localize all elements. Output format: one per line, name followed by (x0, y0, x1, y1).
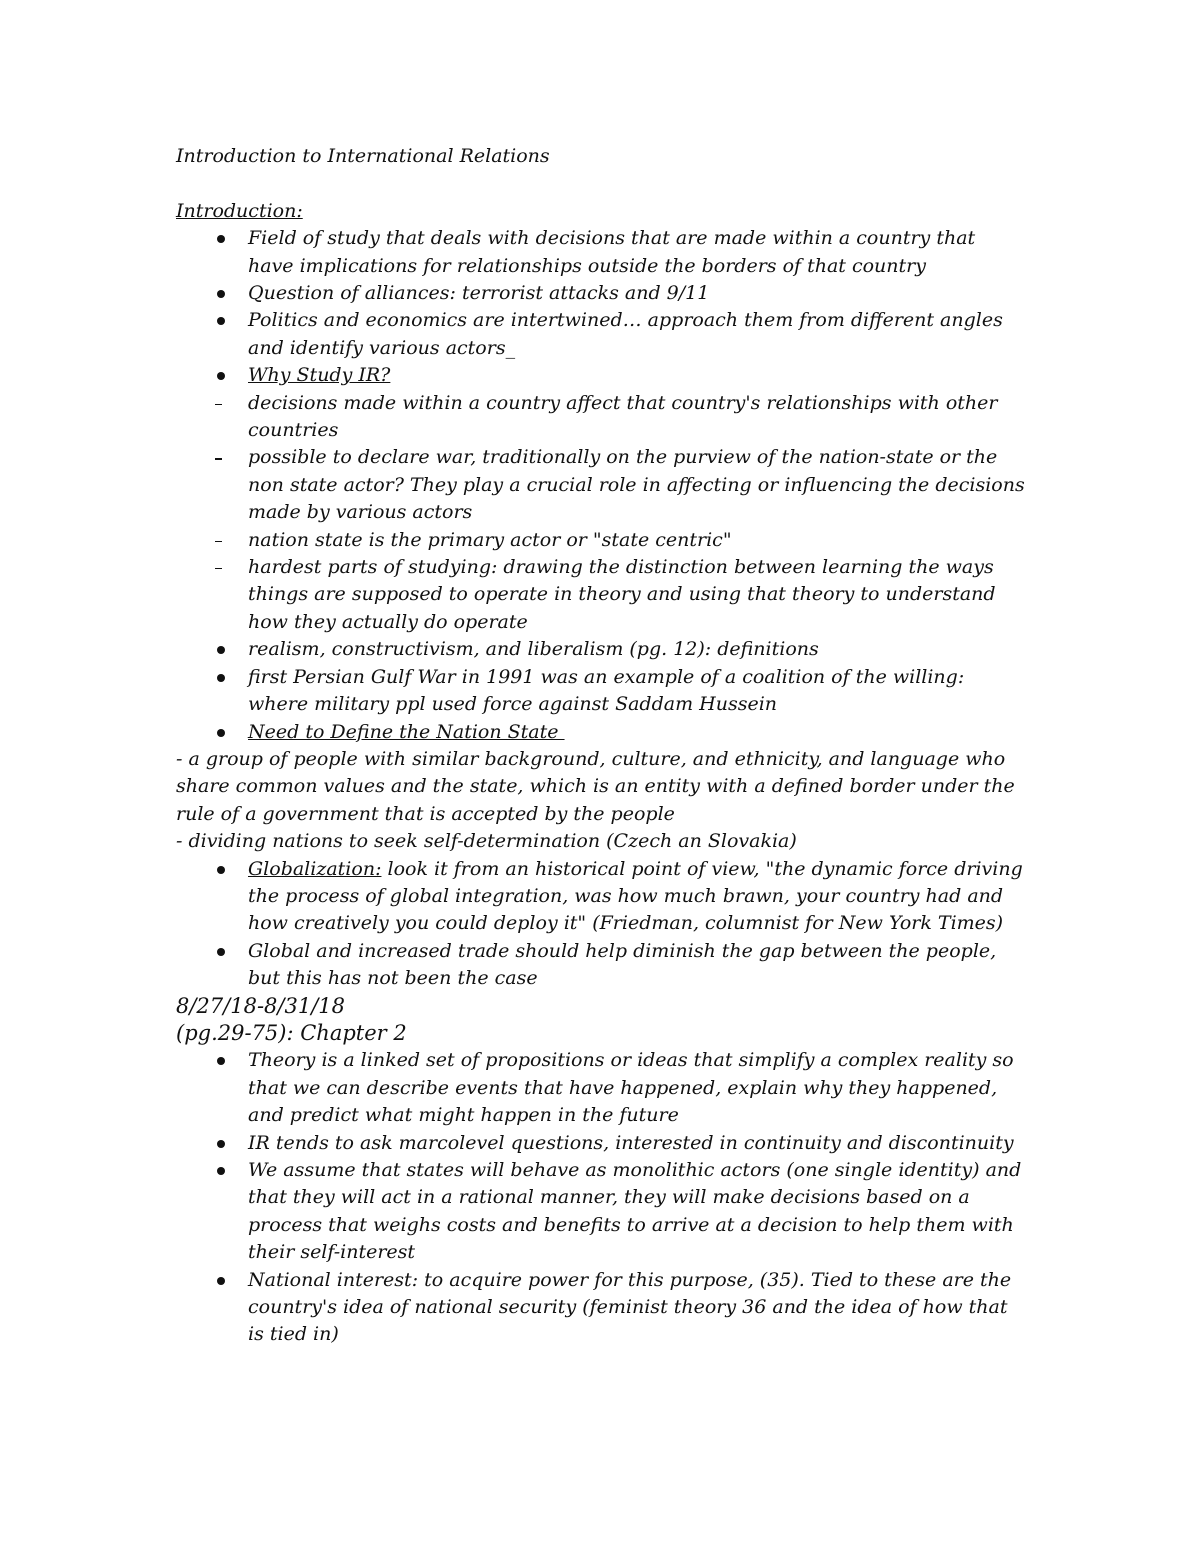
list-item-text: first Persian Gulf War in 1991 was an example of a coalition of the willing: where military ppl used force against Saddam Hussein (248, 665, 965, 716)
list-item (176, 664, 1026, 719)
list-item-text: We assume that states will behave as monolithic actors (one single identity) and that they will act in a rational manner, they will make decisions based on a process that weighs costs and benefits to arrive at a decision to help them with their self-interest (248, 1159, 1022, 1264)
list-item-text: nation state is the primary actor or "state centric" (248, 528, 732, 551)
list-item-text: IR tends to ask marcolevel questions, interested in continuity and discontinuity (248, 1131, 1014, 1154)
list-item (176, 362, 1026, 389)
list-item-text: Global and increased trade should help diminish the gap between the people, but this has not been the case (248, 939, 997, 990)
chapter-list (176, 1047, 1026, 1348)
why-study-subheading: Why Study IR? (248, 364, 391, 387)
document-body (176, 143, 1026, 1349)
self-determination-note: - dividing nations to seek self-determination (Czech an Slovakia) (176, 830, 797, 853)
list-item (176, 938, 1026, 993)
document-title: Introduction to International Relations (176, 145, 550, 167)
list-item (176, 280, 1026, 307)
list-item (176, 307, 1026, 362)
list-item-text: Politics and economics are intertwined… approach them from different angles and identify various actors_ (248, 309, 1003, 359)
list-item (176, 1157, 1026, 1267)
nation-state-definition: - a group of people with similar background, culture, and ethnicity, and language who share common values and the state, which is an entity with a defined border under the rule of a government that is accepted by the people (176, 747, 1015, 825)
chapter-reference: (pg.29-75): Chapter 2 (176, 1020, 407, 1045)
list-item-text: realism, constructivism, and liberalism (pg. 12): definitions (248, 638, 819, 661)
globalization-label: Globalization: (248, 857, 382, 880)
list-item-text: possible to declare war, traditionally on the purview of the nation-state or the non state actor? They play a crucial role in affecting or influencing the decisions made by various actors (248, 446, 1025, 524)
list-item (176, 527, 1026, 554)
list-item (176, 390, 1026, 445)
list-item (176, 1130, 1026, 1157)
intro-heading: Introduction: (176, 199, 303, 222)
list-item (176, 856, 1026, 938)
list-item (176, 554, 1026, 636)
blank-line (176, 170, 1026, 197)
list-item (176, 225, 1026, 280)
intro-list (176, 225, 1026, 746)
list-item-text: Field of study that deals with decisions that are made within a country that have implications for relationships outside the borders of that country (248, 227, 976, 277)
date-range: 8/27/18-8/31/18 (176, 993, 346, 1018)
list-item (176, 636, 1026, 663)
list-item-text: National interest: to acquire power for this purpose, (35). Tied to these are the country's idea of national security (feminist theory 36 and the idea of how that is tied in) (248, 1268, 1012, 1346)
list-item (176, 444, 1026, 526)
globalization-list (176, 856, 1026, 993)
list-item-text: look it from an historical point of view, "the dynamic force driving the process of global integration, was how much brawn, your country had and how creatively you could deploy it" (Friedman, columnist for New York Times) (248, 857, 1023, 935)
list-item-text: Theory is a linked set of propositions or ideas that simplify a complex reality so that we can describe events that have happened, explain why they happened, and predict what might happen in the future (248, 1049, 1014, 1127)
list-item (176, 719, 1026, 746)
list-item-text: hardest parts of studying: drawing the distinction between learning the ways things are supposed to operate in theory and using that theory to understand how they actually do operate (248, 556, 996, 633)
list-item (176, 1267, 1026, 1349)
nation-state-subheading: Need to Define the Nation State (248, 720, 565, 743)
list-item (176, 1047, 1026, 1129)
list-item-text: decisions made within a country affect that country's relationships with other countries (248, 391, 998, 442)
list-item-text: Question of alliances: terrorist attacks and 9/11 (248, 282, 710, 305)
